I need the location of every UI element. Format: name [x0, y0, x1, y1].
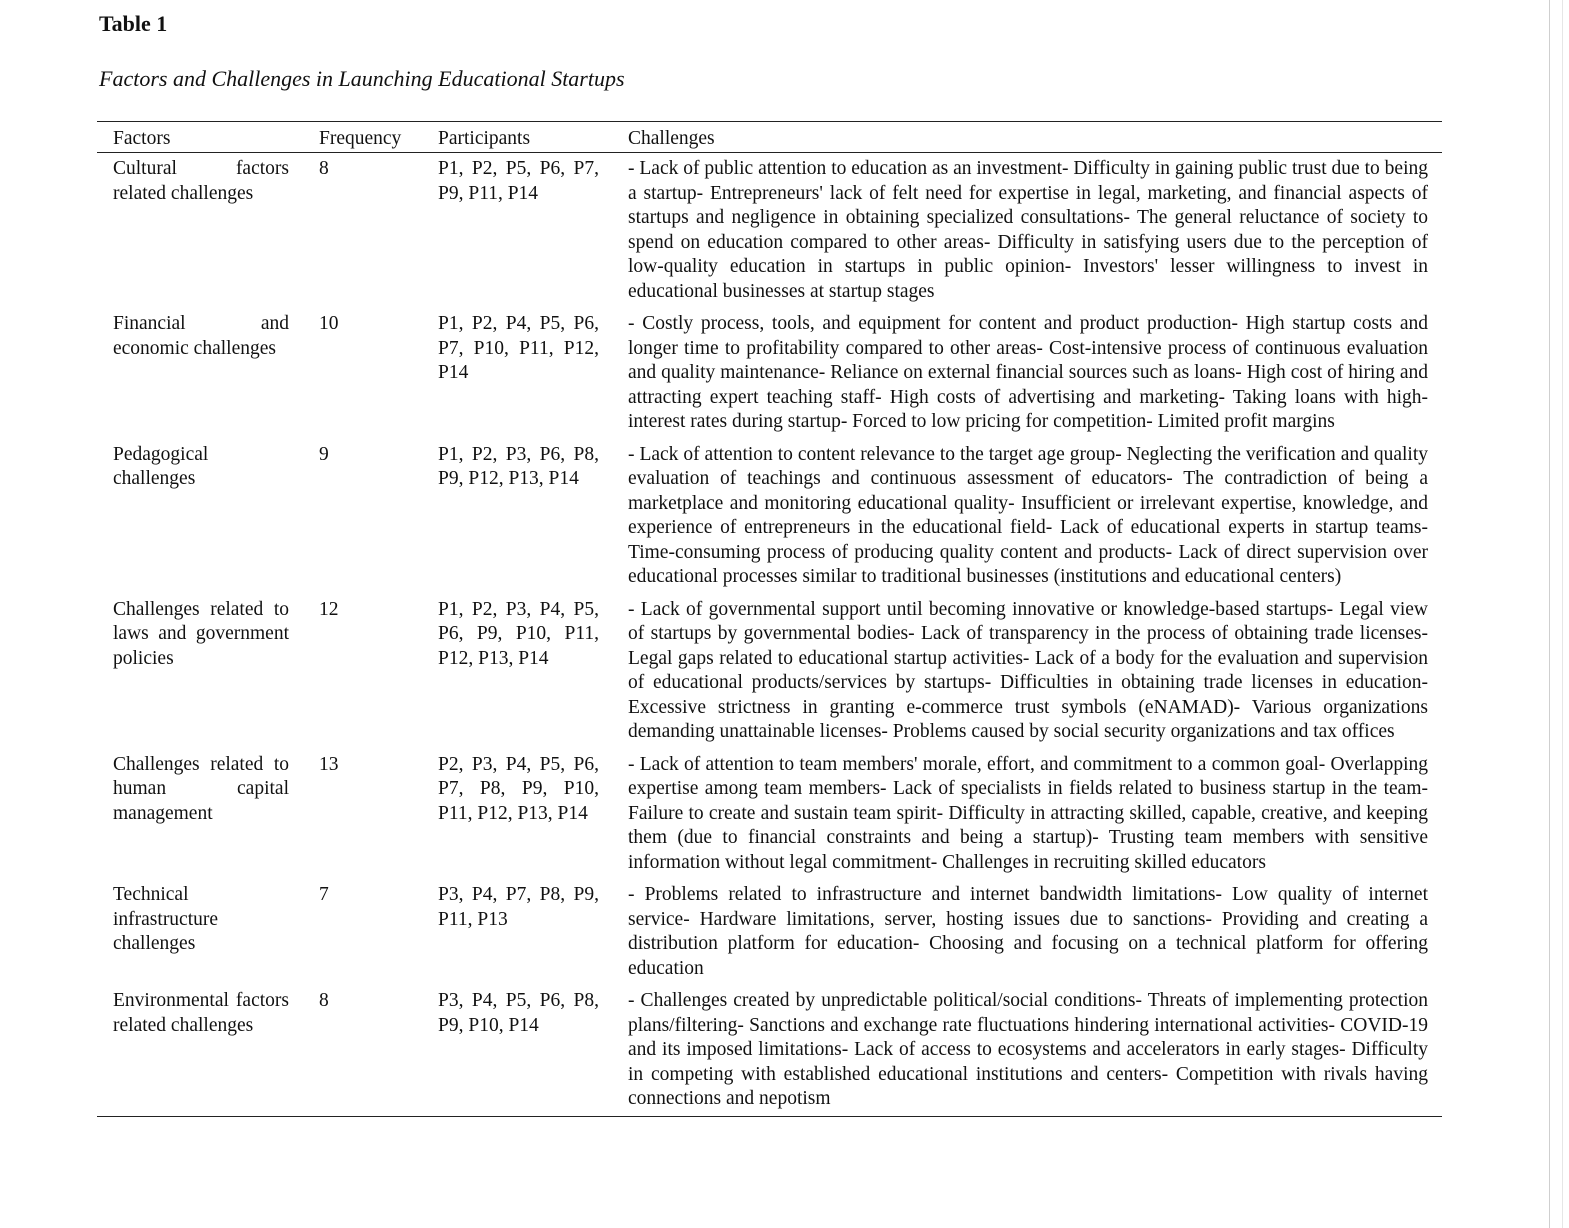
- table-label: Table 1: [99, 11, 168, 36]
- participants-cell: [429, 985, 619, 1116]
- header-row: [97, 122, 1442, 153]
- page-edge-divider: [1549, 0, 1550, 1228]
- participants-text: P3, P4, P5, P6, P8, P9, P10, P14: [438, 990, 599, 1036]
- challenges-cell: [619, 879, 1442, 985]
- page-edge-divider-secondary: [1562, 0, 1563, 1228]
- frequency-cell: 13: [319, 753, 339, 775]
- factors-challenges-table: [97, 121, 1442, 1117]
- table-body: [97, 153, 1442, 1117]
- factor-cell: [97, 879, 304, 985]
- challenges-cell: [619, 153, 1442, 309]
- factor-text: Financial and economic challenges: [113, 313, 289, 359]
- challenges-text: - Lack of attention to team members' morale, effort, and commitment to a common goal- Overlapping expertise among team members- Lack of specialists in fields related to business startup in the team- Failure to create and sustain team spirit- Difficulty in attracting skilled, capable, creative, and keeping them (due to financial constraints and being a startup)- Trusting team members with sensitive information without legal commitment- Challenges in recruiting skilled educators: [628, 753, 1428, 873]
- participants-text: P1, P2, P4, P5, P6, P7, P10, P11, P12, P14: [438, 313, 599, 383]
- challenges-cell: [619, 985, 1442, 1116]
- challenges-text: - Costly process, tools, and equipment for content and product production- High startup costs and longer time to profitability compared to other areas- Cost-intensive process of continuous evaluation and quality maintenance- Reliance on external financial sources such as loans- High cost of hiring and attracting expert teaching staff- High costs of advertising and marketing- Taking loans with high-interest rates during startup- Forced to low pricing for competition- Limited profit margins: [628, 313, 1428, 432]
- challenges-text: - Challenges created by unpredictable political/social conditions- Threats of implementing protection plans/filtering- Sanctions and exchange rate fluctuations hindering international activities- COVID-19 and its imposed limitations- Lack of access to ecosystems and accelerators in early stages- Difficulty in competing with established educational institutions and centers- Competition with rivals having connections and nepotism: [628, 990, 1428, 1109]
- participants-cell: [429, 308, 619, 439]
- table-header: [97, 122, 1442, 153]
- frequency-cell: 7: [319, 884, 329, 905]
- participants-cell: [429, 439, 619, 594]
- frequency-cell: 12: [319, 598, 339, 620]
- factor-text: Environmental factors related challenges: [113, 990, 289, 1036]
- factor-text: Challenges related to human capital management: [113, 753, 289, 824]
- challenges-text: - Lack of attention to content relevance to the target age group- Neglecting the verification and quality evaluation of teachings and continuous assessment of educators- The contradiction of being a marketplace and monitoring educational quality- Insufficient or irrelevant expertise, knowledge, and experience of entrepreneurs in the educational field- Lack of educational experts in startup teams- Time-consuming process of producing quality content and products- Lack of direct supervision over educational processes similar to traditional businesses (institutions and educational centers): [628, 443, 1428, 587]
- table-row: [97, 749, 1442, 880]
- table-row: [97, 439, 1442, 594]
- header-participants: Participants: [438, 128, 531, 149]
- factor-text: Cultural factors related challenges: [113, 158, 289, 204]
- challenges-cell: [619, 308, 1442, 439]
- participants-text: P1, P2, P3, P4, P5, P6, P9, P10, P11, P12, P13, P14: [438, 598, 599, 669]
- participants-cell: [429, 594, 619, 749]
- header-challenges: Challenges: [628, 128, 715, 149]
- table-row: [97, 153, 1442, 309]
- factor-cell: [97, 153, 304, 309]
- participants-text: P1, P2, P5, P6, P7, P9, P11, P14: [438, 158, 599, 204]
- table-row: [97, 308, 1442, 439]
- challenges-cell: [619, 749, 1442, 880]
- participants-cell: [429, 749, 619, 880]
- factor-cell: [97, 749, 304, 880]
- challenges-cell: [619, 439, 1442, 594]
- header-factors: Factors: [113, 128, 171, 149]
- factor-cell: [97, 439, 304, 594]
- challenges-cell: [619, 594, 1442, 749]
- participants-text: P1, P2, P3, P6, P8, P9, P12, P13, P14: [438, 443, 599, 489]
- factor-cell: [97, 594, 304, 749]
- factor-cell: [97, 308, 304, 439]
- frequency-cell: 10: [319, 313, 339, 334]
- table-row: [97, 594, 1442, 749]
- participants-cell: [429, 153, 619, 309]
- table-row: [97, 985, 1442, 1116]
- challenges-text: - Lack of governmental support until becoming innovative or knowledge-based startups- Legal view of startups by governmental bodies- Lack of transparency in the process of obtaining trade licenses- Legal gaps related to educational startup activities- Lack of a body for the evaluation and supervision of educational products/services by startups- Difficulties in obtaining trade licenses in education- Excessive strictness in granting e-commerce trust symbols (eNAMAD)- Various organizations demanding unattainable licenses- Problems caused by social security organizations and tax offices: [628, 598, 1428, 742]
- frequency-cell: 8: [319, 158, 329, 179]
- participants-text: P2, P3, P4, P5, P6, P7, P8, P9, P10, P11, P12, P13, P14: [438, 753, 599, 824]
- challenges-text: - Lack of public attention to education as an investment- Difficulty in gaining public trust due to being a startup- Entrepreneurs' lack of felt need for expertise in legal, marketing, and financial aspects of startups and negligence in obtaining specialized consultations- The general reluctance of society to spend on education compared to other areas- Difficulty in satisfying users due to the perception of low-quality education in startups in public opinion- Investors' lesser willingness to invest in educational businesses at startup stages: [628, 158, 1428, 302]
- table-container: [97, 121, 1442, 1117]
- factor-text: Pedagogical challenges: [113, 443, 209, 489]
- participants-text: P3, P4, P7, P8, P9, P11, P13: [438, 884, 599, 930]
- factor-cell: [97, 985, 304, 1116]
- participants-cell: [429, 879, 619, 985]
- table-row: [97, 879, 1442, 985]
- frequency-cell: 8: [319, 990, 329, 1011]
- header-frequency: Frequency: [319, 128, 402, 149]
- factor-text: Challenges related to laws and government policies: [113, 598, 289, 669]
- challenges-text: - Problems related to infrastructure and internet bandwidth limitations- Low quality of internet service- Hardware limitations, server, hosting issues due to sanctions- Providing and creating a distribution platform for education- Choosing and focusing on a technical platform for offering education: [628, 884, 1428, 979]
- factor-text: Technical infrastructure challenges: [113, 884, 219, 954]
- frequency-cell: 9: [319, 443, 329, 465]
- table-caption: Factors and Challenges in Launching Educational Startups: [99, 66, 625, 91]
